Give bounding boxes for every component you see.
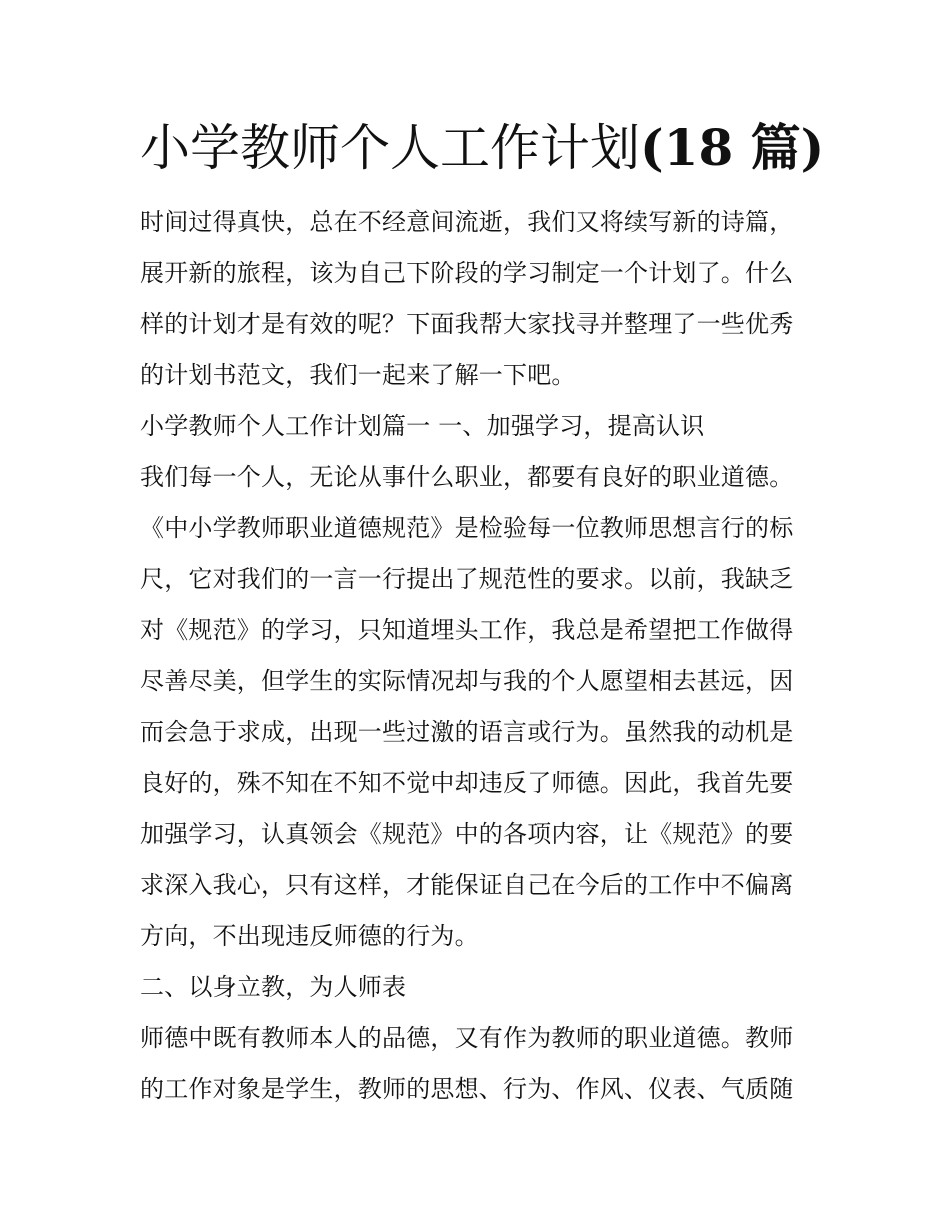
section-heading: 二、以身立教，为人师表 — [140, 973, 407, 1001]
title-main: 小学教师个人工作计划 — [140, 119, 640, 177]
title-suffix: (18 篇) — [640, 118, 825, 177]
text-line: 良好的，殊不知在不知不觉中却违反了师德。因此，我首先要 — [140, 769, 794, 797]
section-heading: 小学教师个人工作计划篇一 一、加强学习，提高认识 — [140, 412, 705, 440]
text-line: 《中小学教师职业道德规范》是检验每一位教师思想言行的标 — [140, 514, 794, 542]
document-title — [140, 116, 860, 180]
text-line: 方向，不出现违反师德的行为。 — [140, 922, 479, 950]
text-line: 展开新的旅程，该为自己下阶段的学习制定一个计划了。什么 — [140, 259, 794, 287]
text-line: 对《规范》的学习，只知道埋头工作，我总是希望把工作做得 — [140, 616, 794, 644]
text-line: 加强学习，认真领会《规范》中的各项内容，让《规范》的要 — [140, 820, 794, 848]
text-line: 尺，它对我们的一言一行提出了规范性的要求。以前，我缺乏 — [140, 565, 794, 593]
text-line: 样的计划才是有效的呢？下面我帮大家找寻并整理了一些优秀 — [140, 310, 794, 338]
text-line: 的工作对象是学生，教师的思想、行为、作风、仪表、气质随 — [140, 1075, 794, 1103]
text-line: 师德中既有教师本人的品德，又有作为教师的职业道德。教师 — [140, 1024, 794, 1052]
text-line: 时间过得真快，总在不经意间流逝，我们又将续写新的诗篇， — [140, 208, 794, 236]
text-line: 而会急于求成，出现一些过激的语言或行为。虽然我的动机是 — [140, 718, 794, 746]
text-line: 尽善尽美，但学生的实际情况却与我的个人愿望相去甚远，因 — [140, 667, 794, 695]
text-line: 我们每一个人，无论从事什么职业，都要有良好的职业道德。 — [140, 463, 794, 491]
document-body — [140, 197, 815, 1115]
text-line: 求深入我心，只有这样，才能保证自己在今后的工作中不偏离 — [140, 871, 794, 899]
text-line: 的计划书范文，我们一起来了解一下吧。 — [140, 361, 576, 389]
